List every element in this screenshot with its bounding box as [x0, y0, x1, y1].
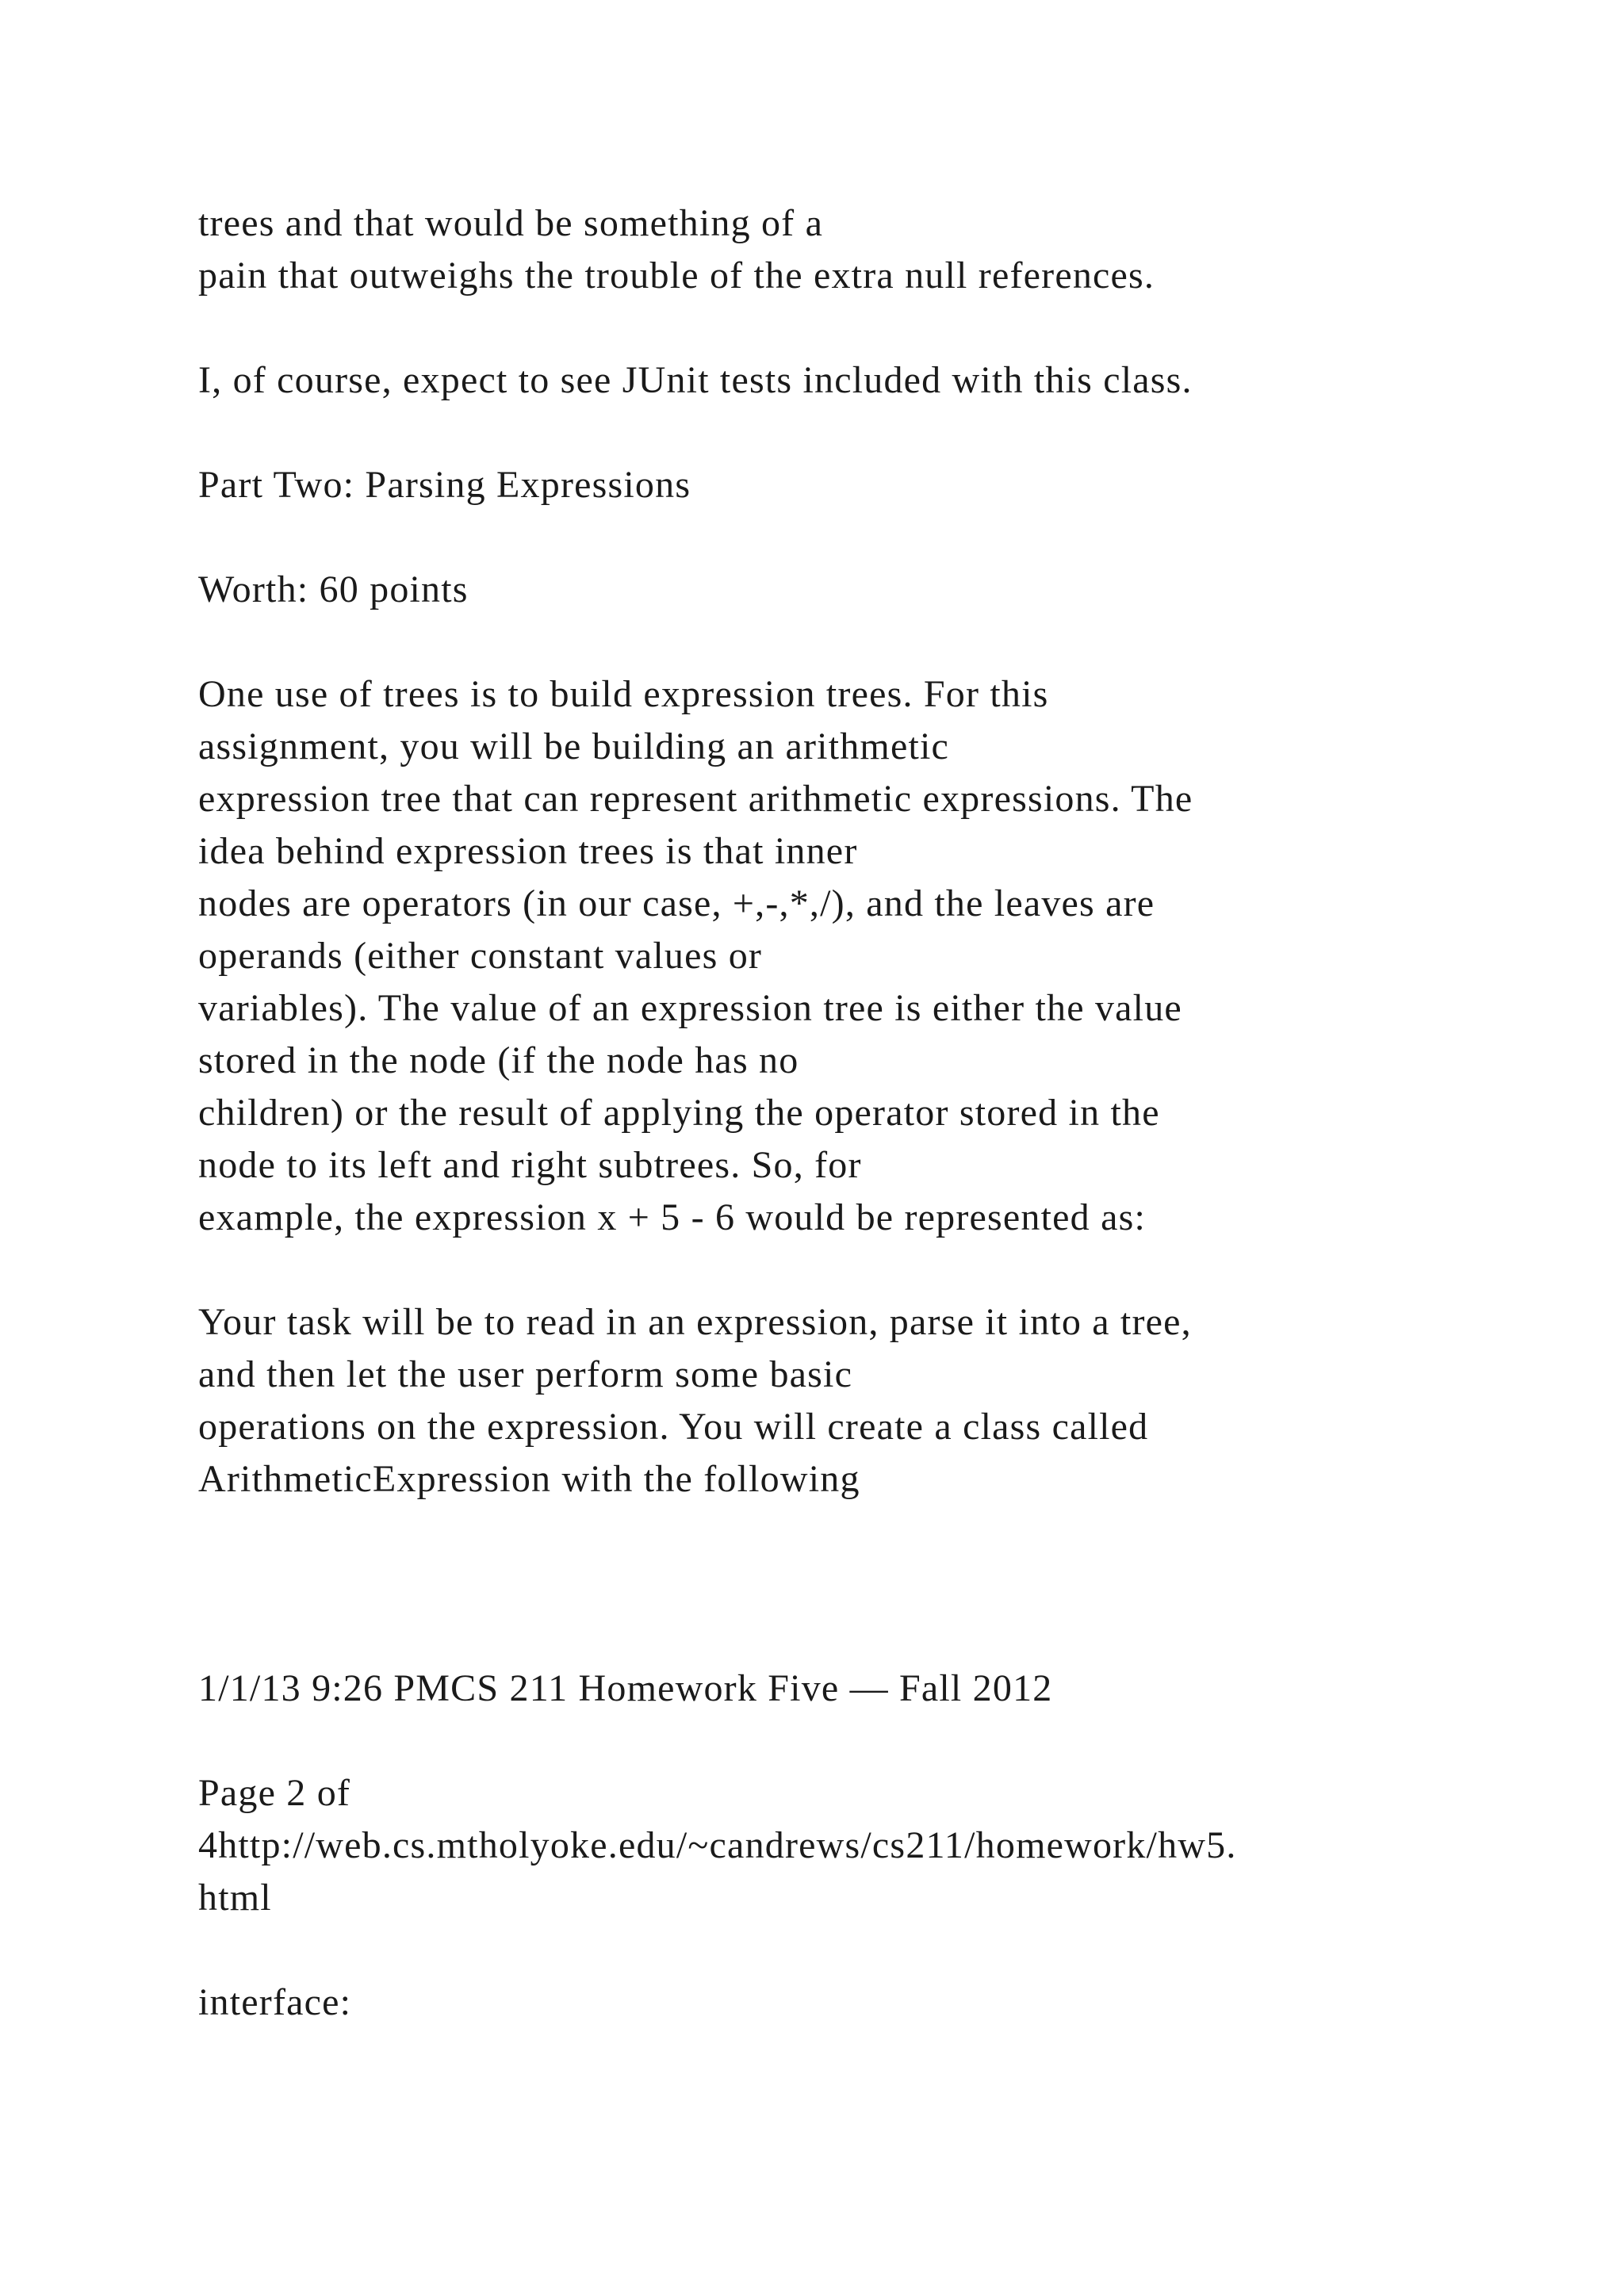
text-line: I, of course, expect to see JUnit tests included with this class.	[198, 359, 1193, 401]
text-line: and then let the user perform some basic	[198, 1353, 853, 1395]
text-line: node to its left and right subtrees. So, for	[198, 1144, 862, 1186]
section-heading: Part Two: Parsing Expressions	[198, 464, 691, 506]
text-line: pain that outweighs the trouble of the extra null references.	[198, 254, 1155, 297]
text-line: operations on the expression. You will create a class called	[198, 1406, 1149, 1448]
text-line: nodes are operators (in our case, +,-,*,/), and the leaves are	[198, 882, 1155, 924]
text-line: example, the expression x + 5 - 6 would be represented as:	[198, 1196, 1146, 1238]
text-line: stored in the node (if the node has no	[198, 1039, 799, 1081]
page-number: Page 2 of	[198, 1772, 351, 1814]
text-line: Your task will be to read in an expression, parse it into a tree,	[198, 1301, 1192, 1343]
text-line: children) or the result of applying the operator stored in the	[198, 1092, 1160, 1134]
text-line: One use of trees is to build expression trees. For this	[198, 673, 1049, 715]
footer-timestamp-title: 1/1/13 9:26 PMCS 211 Homework Five — Fall 2012	[198, 1667, 1053, 1709]
text-line: idea behind expression trees is that inner	[198, 830, 858, 872]
page-url-end: html	[198, 1877, 272, 1919]
points-label: Worth: 60 points	[198, 568, 469, 610]
text-line: ArithmeticExpression with the following	[198, 1458, 860, 1500]
text-line: operands (either constant values or	[198, 935, 763, 977]
text-line: variables). The value of an expression tree is either the value	[198, 987, 1182, 1029]
trailing-text: interface:	[198, 1981, 352, 2023]
text-line: assignment, you will be building an arithmetic	[198, 725, 950, 767]
page-url: 4http://web.cs.mtholyoke.edu/~candrews/cs211/homework/hw5.	[198, 1824, 1237, 1866]
text-line: expression tree that can represent arithmetic expressions. The	[198, 778, 1193, 820]
text-line: trees and that would be something of a	[198, 202, 824, 244]
